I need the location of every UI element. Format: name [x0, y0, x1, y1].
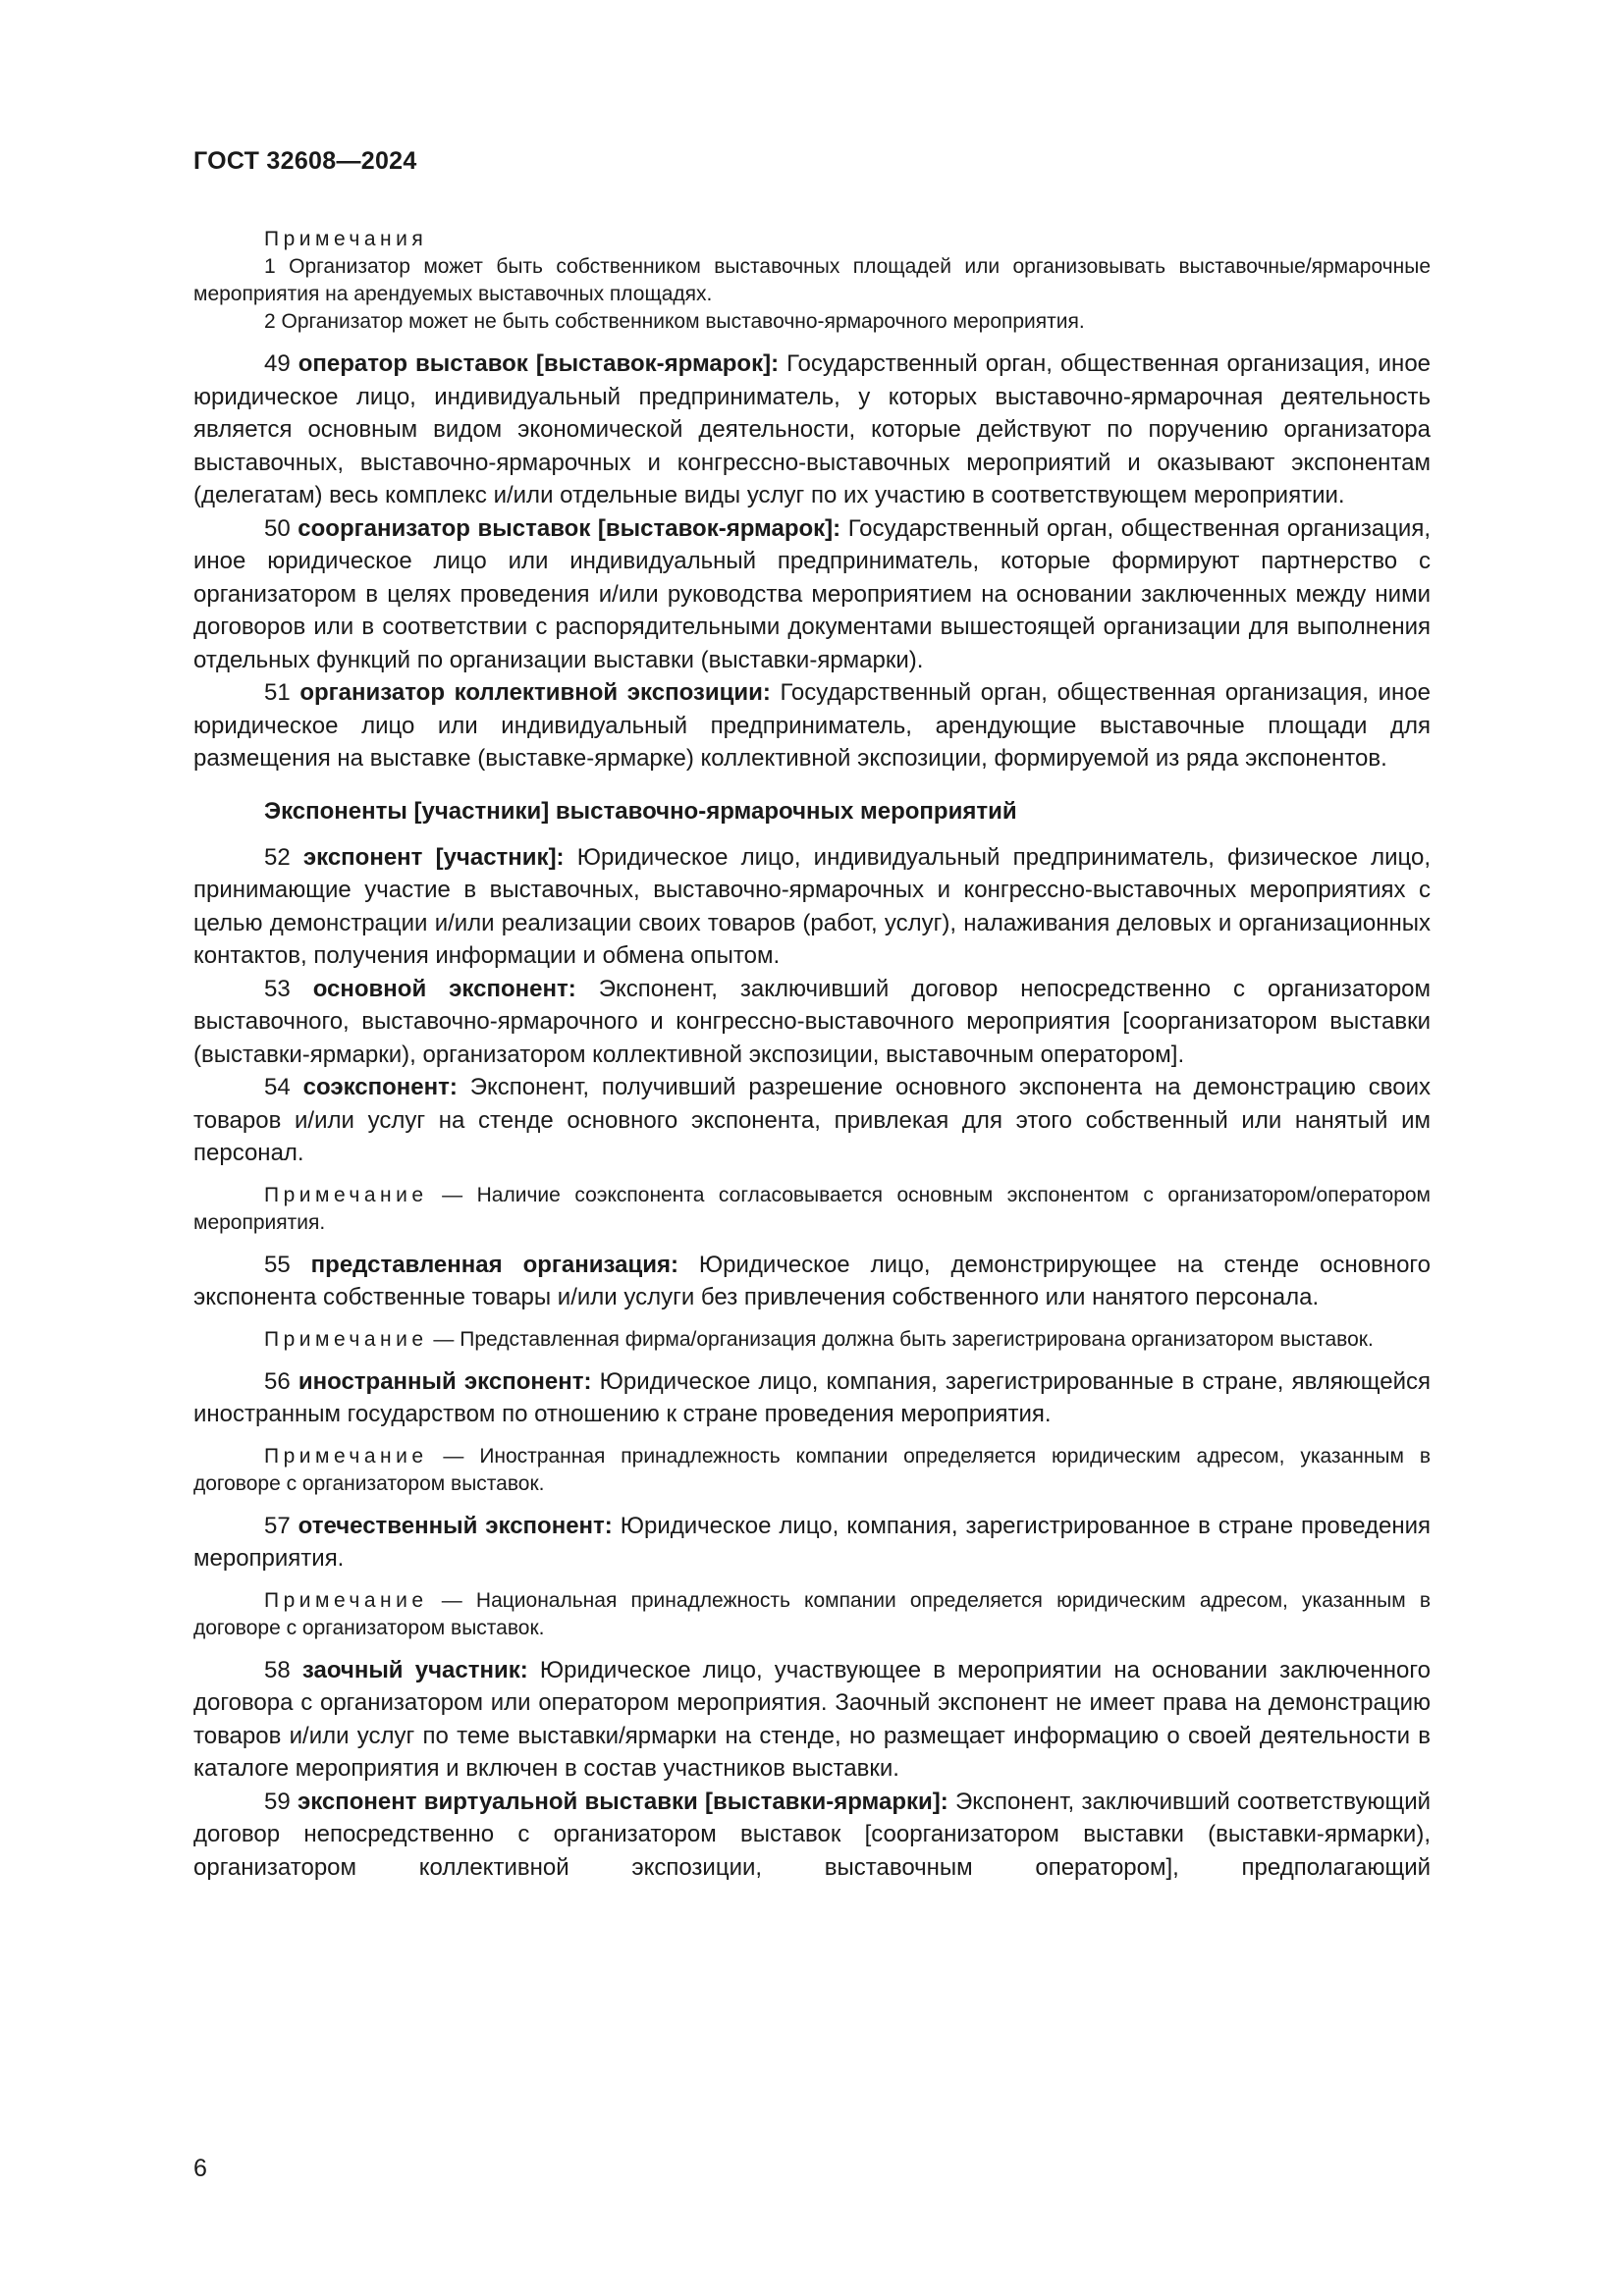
term-definition: Юридическое лицо, участвующее в мероприятии на основании заключенного договора с организатором или оператором мероприятия. Заочный экспонент не имеет права на демонстрацию товаров и/или услуг по теме выставки/ярмарки на стенде, но размещает информацию о своей деятельности в каталоге мероприятия и включен в состав участников выставки. [193, 1656, 1431, 1782]
note-57 [193, 1587, 1431, 1642]
note-text: Национальная принадлежность компании определяется юридическим адресом, указанным в договоре с организатором выставок. [193, 1588, 1431, 1639]
term-number: 54 [264, 1074, 291, 1100]
term-59 [193, 1786, 1431, 1885]
term-name: заочный участник: [301, 1656, 528, 1683]
term-name: оператор выставок [выставок-ярмарок]: [298, 350, 780, 377]
term-50 [193, 512, 1431, 677]
note-55 [193, 1326, 1431, 1354]
note-text: Представленная фирма/организация должна быть зарегистрирована организатором выставок. [460, 1327, 1374, 1351]
term-number: 53 [264, 975, 291, 1002]
term-number: 50 [264, 514, 291, 542]
note-dash: — [427, 1327, 460, 1351]
term-58 [193, 1654, 1431, 1786]
term-number: 55 [264, 1251, 291, 1278]
note-dash: — [427, 1444, 480, 1468]
note-text: Наличие соэкспонента согласовывается основным экспонентом с организатором/оператором мероприятия. [193, 1183, 1431, 1234]
term-definition: Экспонент, получивший разрешение основного экспонента на демонстрацию своих товаров и/или услуг на стенде основного экспонента, привлекая для этого собственный или нанятый им персонал. [193, 1074, 1431, 1166]
term-definition: Юридическое лицо, демонстрирующее на стенде основного экспонента собственные товары и/или услуги без привлечения собственного или нанятого персонала. [193, 1251, 1431, 1310]
term-definition: Экспонент, заключивший соответствующий договор непосредственно с организатором выставок [соорганизатором выставки (выставки-ярмарки), организатором коллективной экспозиции, выставочным оператором], предполагающий [193, 1788, 1432, 1881]
term-definition: Юридическое лицо, компания, зарегистрированные в стране, являющейся иностранным государством по отношению к стране проведения мероприятия. [193, 1367, 1432, 1427]
note-item: 2 Организатор может не быть собственником выставочно-ярмарочного мероприятия. [264, 310, 1085, 333]
note-54 [193, 1182, 1431, 1237]
term-55 [193, 1249, 1431, 1314]
note-dash: — [427, 1588, 476, 1612]
notes-heading: Примечания [264, 228, 428, 250]
document-header: ГОСТ 32608—2024 [193, 147, 417, 175]
term-52 [193, 841, 1431, 973]
note-56 [193, 1443, 1431, 1498]
note-label: Примечание [264, 1327, 428, 1351]
term-name: экспонент виртуальной выставки [выставки-ярмарки]: [297, 1788, 948, 1815]
term-name: организатор коллективной экспозиции: [299, 679, 771, 706]
term-name: иностранный экспонент: [298, 1367, 592, 1395]
note-text: Иностранная принадлежность компании определяется юридическим адресом, указанным в договоре с организатором выставок. [193, 1444, 1431, 1495]
note-item: 1 Организатор может быть собственником выставочных площадей или организовывать выставочные/ярмарочные мероприятия на арендуемых выставочных площадях. [193, 255, 1431, 305]
term-definition: Юридическое лицо, индивидуальный предприниматель, физическое лицо, принимающие участие в выставочных, выставочно-ярмарочных и конгрессно-выставочных мероприятиях с целью демонстрации и/или реализации своих товаров (работ, услуг), налаживания деловых и организационных контактов, получения информации и обмена опытом. [193, 843, 1432, 969]
term-name: соорганизатор выставок [выставок-ярмарок]: [298, 514, 841, 542]
term-definition: Государственный орган, общественная организация, иное юридическое лицо, индивидуальный предприниматель, у которых выставочно-ярмарочная деятельность является основным видом экономической деятельности, которые действуют по поручению организатора выставочных, выставочно-ярмарочных и конгрессно-выставочных мероприятий и оказывают экспонентам (делегатам) весь комплекс и/или отдельные виды услуг по их участию в соответствующем мероприятии. [193, 350, 1432, 508]
term-name: основной экспонент: [312, 975, 576, 1002]
note-label: Примечание [264, 1183, 428, 1206]
note-label: Примечание [264, 1588, 428, 1612]
term-definition: Экспонент, заключивший договор непосредственно с организатором выставочного, выставочно-ярмарочного и конгрессно-выставочного мероприятия [соорганизатором выставки (выставки-ярмарки), организатором коллективной экспозиции, выставочным оператором]. [193, 975, 1432, 1068]
term-name: соэкспонент: [302, 1074, 458, 1100]
note-dash: — [427, 1183, 477, 1206]
term-number: 57 [264, 1512, 291, 1539]
term-56 [193, 1365, 1431, 1431]
term-number: 49 [264, 350, 291, 377]
term-number: 51 [264, 679, 291, 706]
term-51 [193, 676, 1431, 775]
term-definition: Государственный орган, общественная организация, иное юридическое лицо или индивидуальный предприниматель, арендующие выставочные площади для размещения на выставке (выставке-ярмарке) коллективной экспозиции, формируемой из ряда экспонентов. [193, 679, 1431, 772]
term-name: экспонент [участник]: [302, 843, 565, 871]
term-54 [193, 1071, 1431, 1170]
term-name: отечественный экспонент: [298, 1512, 613, 1539]
term-number: 58 [264, 1656, 291, 1683]
note-label: Примечание [264, 1444, 428, 1468]
document-body [193, 226, 1431, 1884]
page-number: 6 [193, 2155, 207, 2182]
term-name: представленная организация: [310, 1251, 678, 1278]
term-definition: Государственный орган, общественная организация, иное юридическое лицо или индивидуальный предприниматель, которые формируют партнерство с организатором в целях проведения и/или руководства мероприятием на основании заключенных между ними договоров или в соответствии с распорядительными документами вышестоящей организации для выполнения отдельных функций по организации выставки (выставки-ярмарки). [193, 514, 1432, 673]
term-57 [193, 1510, 1431, 1575]
term-49 [193, 347, 1431, 512]
term-53 [193, 973, 1431, 1072]
term-number: 52 [264, 843, 291, 871]
term-number: 59 [264, 1788, 291, 1815]
section-subheading: Экспоненты [участники] выставочно-ярмарочных мероприятий [264, 797, 1017, 825]
term-definition: Юридическое лицо, компания, зарегистрированное в стране проведения мероприятия. [193, 1512, 1432, 1572]
term-number: 56 [264, 1367, 291, 1395]
